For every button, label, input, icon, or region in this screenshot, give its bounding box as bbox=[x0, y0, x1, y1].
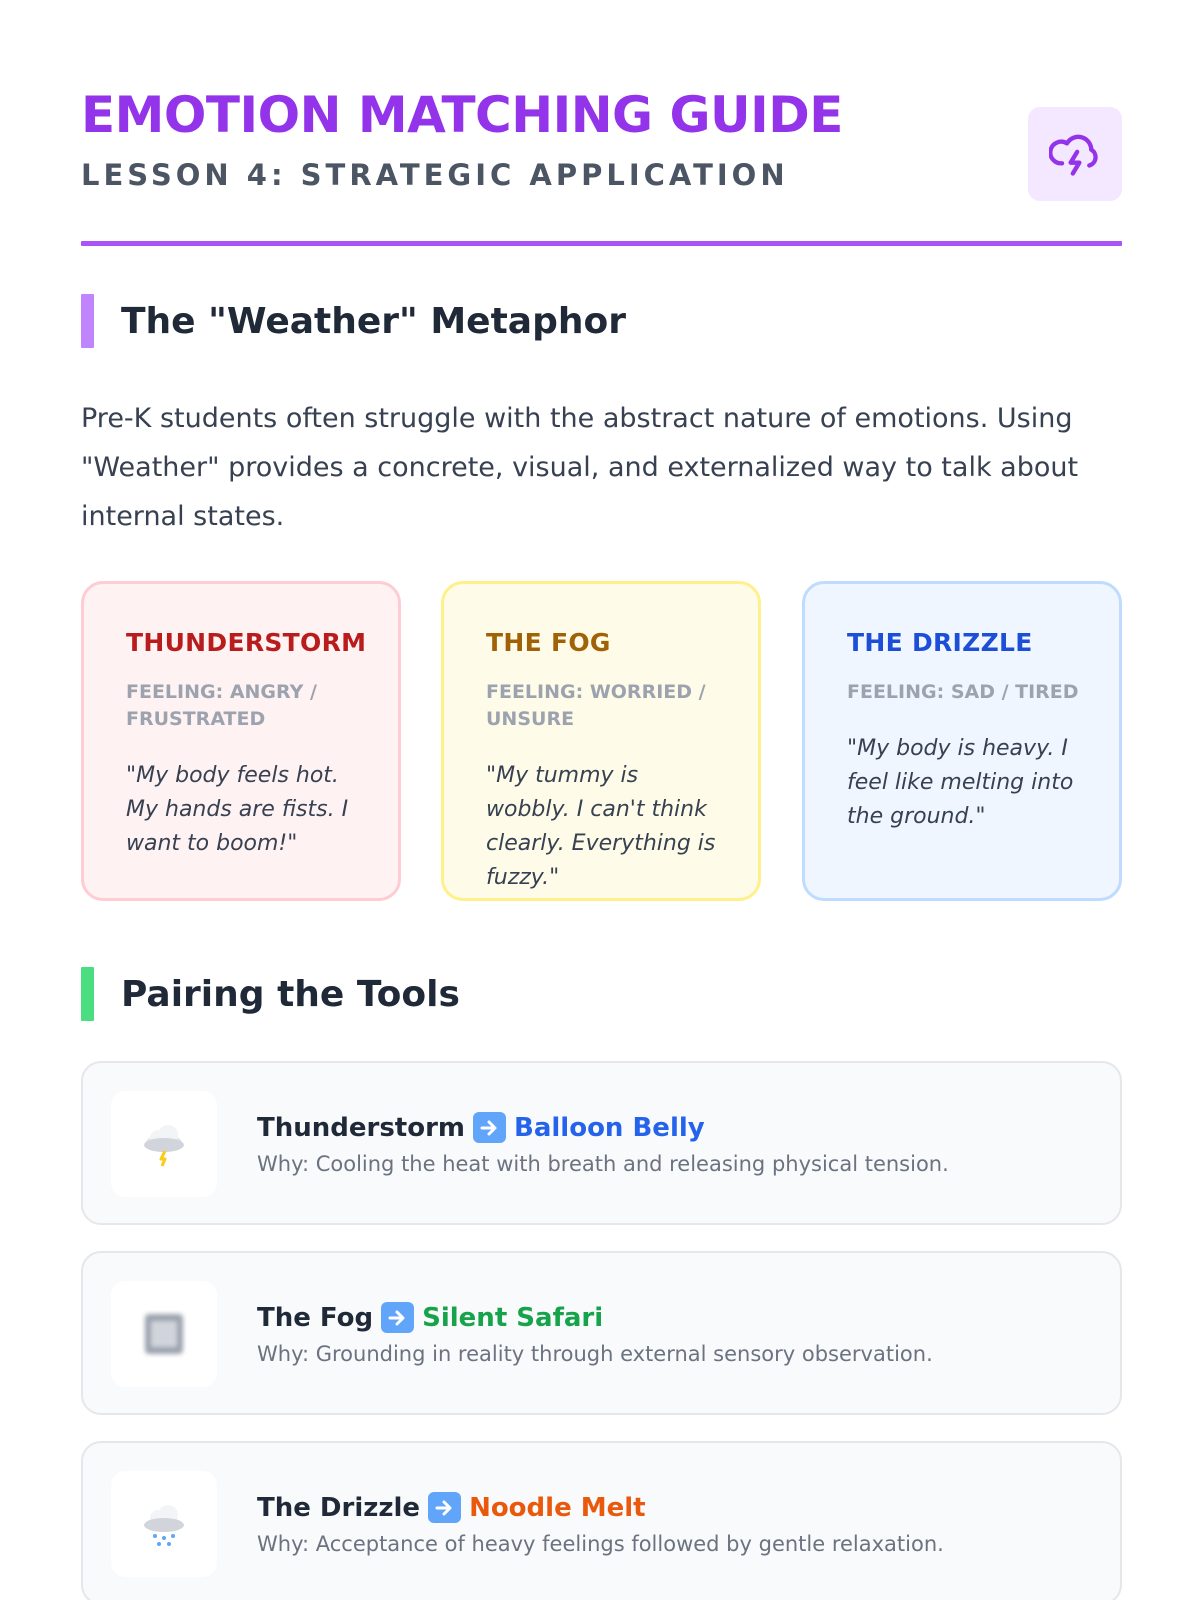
page-title: EMOTION MATCHING GUIDE bbox=[81, 86, 843, 144]
pairing-row-thunderstorm bbox=[81, 1061, 1122, 1225]
page-header bbox=[81, 80, 1122, 246]
pairing-icon-tile bbox=[111, 1471, 217, 1577]
pairing-tool: Silent Safari bbox=[422, 1302, 604, 1333]
pairing-tool: Noodle Melt bbox=[469, 1492, 646, 1523]
section-accent-bar bbox=[81, 294, 94, 348]
weather-card-fog bbox=[441, 581, 761, 901]
pairing-title bbox=[257, 1492, 646, 1523]
card-feeling: FEELING: ANGRY / FRUSTRATED bbox=[126, 681, 317, 730]
lesson-page bbox=[81, 0, 1122, 1600]
section-title: The "Weather" Metaphor bbox=[121, 300, 626, 342]
card-quote: "My tummy is wobbly. I can't think clearly. Everything is fuzzy." bbox=[486, 763, 716, 890]
page-subtitle: LESSON 4: STRATEGIC APPLICATION bbox=[81, 158, 789, 192]
weather-cards bbox=[81, 581, 1122, 901]
right-arrow-icon bbox=[473, 1112, 506, 1143]
pairing-reason: Why: Grounding in reality through external sensory observation. bbox=[257, 1342, 933, 1366]
pairing-title bbox=[257, 1112, 705, 1143]
pairing-weather: The Drizzle bbox=[257, 1492, 421, 1523]
pairing-reason: Why: Acceptance of heavy feelings followed by gentle relaxation. bbox=[257, 1532, 944, 1556]
pairing-reason: Why: Cooling the heat with breath and releasing physical tension. bbox=[257, 1152, 949, 1176]
pairing-icon-tile bbox=[111, 1091, 217, 1197]
thunder-cloud-icon bbox=[139, 1119, 189, 1169]
rain-cloud-icon bbox=[139, 1499, 189, 1549]
pairing-row-drizzle bbox=[81, 1441, 1122, 1600]
tools-section-heading bbox=[81, 967, 460, 1021]
weather-card-thunderstorm bbox=[81, 581, 401, 901]
right-arrow-icon bbox=[381, 1302, 414, 1333]
card-quote: "My body feels hot. My hands are fists. I want to boom!" bbox=[126, 763, 349, 856]
pairing-row-fog bbox=[81, 1251, 1122, 1415]
pairing-title bbox=[257, 1302, 603, 1333]
weather-section-heading bbox=[81, 294, 626, 348]
pairing-tool: Balloon Belly bbox=[514, 1112, 705, 1143]
card-quote: "My body is heavy. I feel like melting into the ground." bbox=[847, 736, 1074, 829]
card-title: THUNDERSTORM bbox=[126, 628, 367, 657]
storm-cloud-icon bbox=[1049, 128, 1101, 180]
header-divider bbox=[81, 241, 1122, 246]
right-arrow-icon bbox=[428, 1492, 461, 1523]
pairing-weather: The Fog bbox=[257, 1302, 374, 1333]
fog-icon bbox=[139, 1309, 189, 1359]
card-feeling: FEELING: SAD / TIRED bbox=[847, 681, 1079, 703]
card-feeling: FEELING: WORRIED / UNSURE bbox=[486, 681, 706, 730]
pairing-icon-tile bbox=[111, 1281, 217, 1387]
section-accent-bar bbox=[81, 967, 94, 1021]
weather-card-drizzle bbox=[802, 581, 1122, 901]
card-title: THE DRIZZLE bbox=[847, 628, 1033, 657]
card-title: THE FOG bbox=[486, 628, 611, 657]
pairing-weather: Thunderstorm bbox=[257, 1112, 466, 1143]
section-title: Pairing the Tools bbox=[121, 973, 460, 1015]
intro-paragraph: Pre-K students often struggle with the abstract nature of emotions. Using "Weather" provides a concrete, visual, and externalized way to talk about internal states. bbox=[81, 403, 1079, 532]
header-badge bbox=[1028, 107, 1122, 201]
